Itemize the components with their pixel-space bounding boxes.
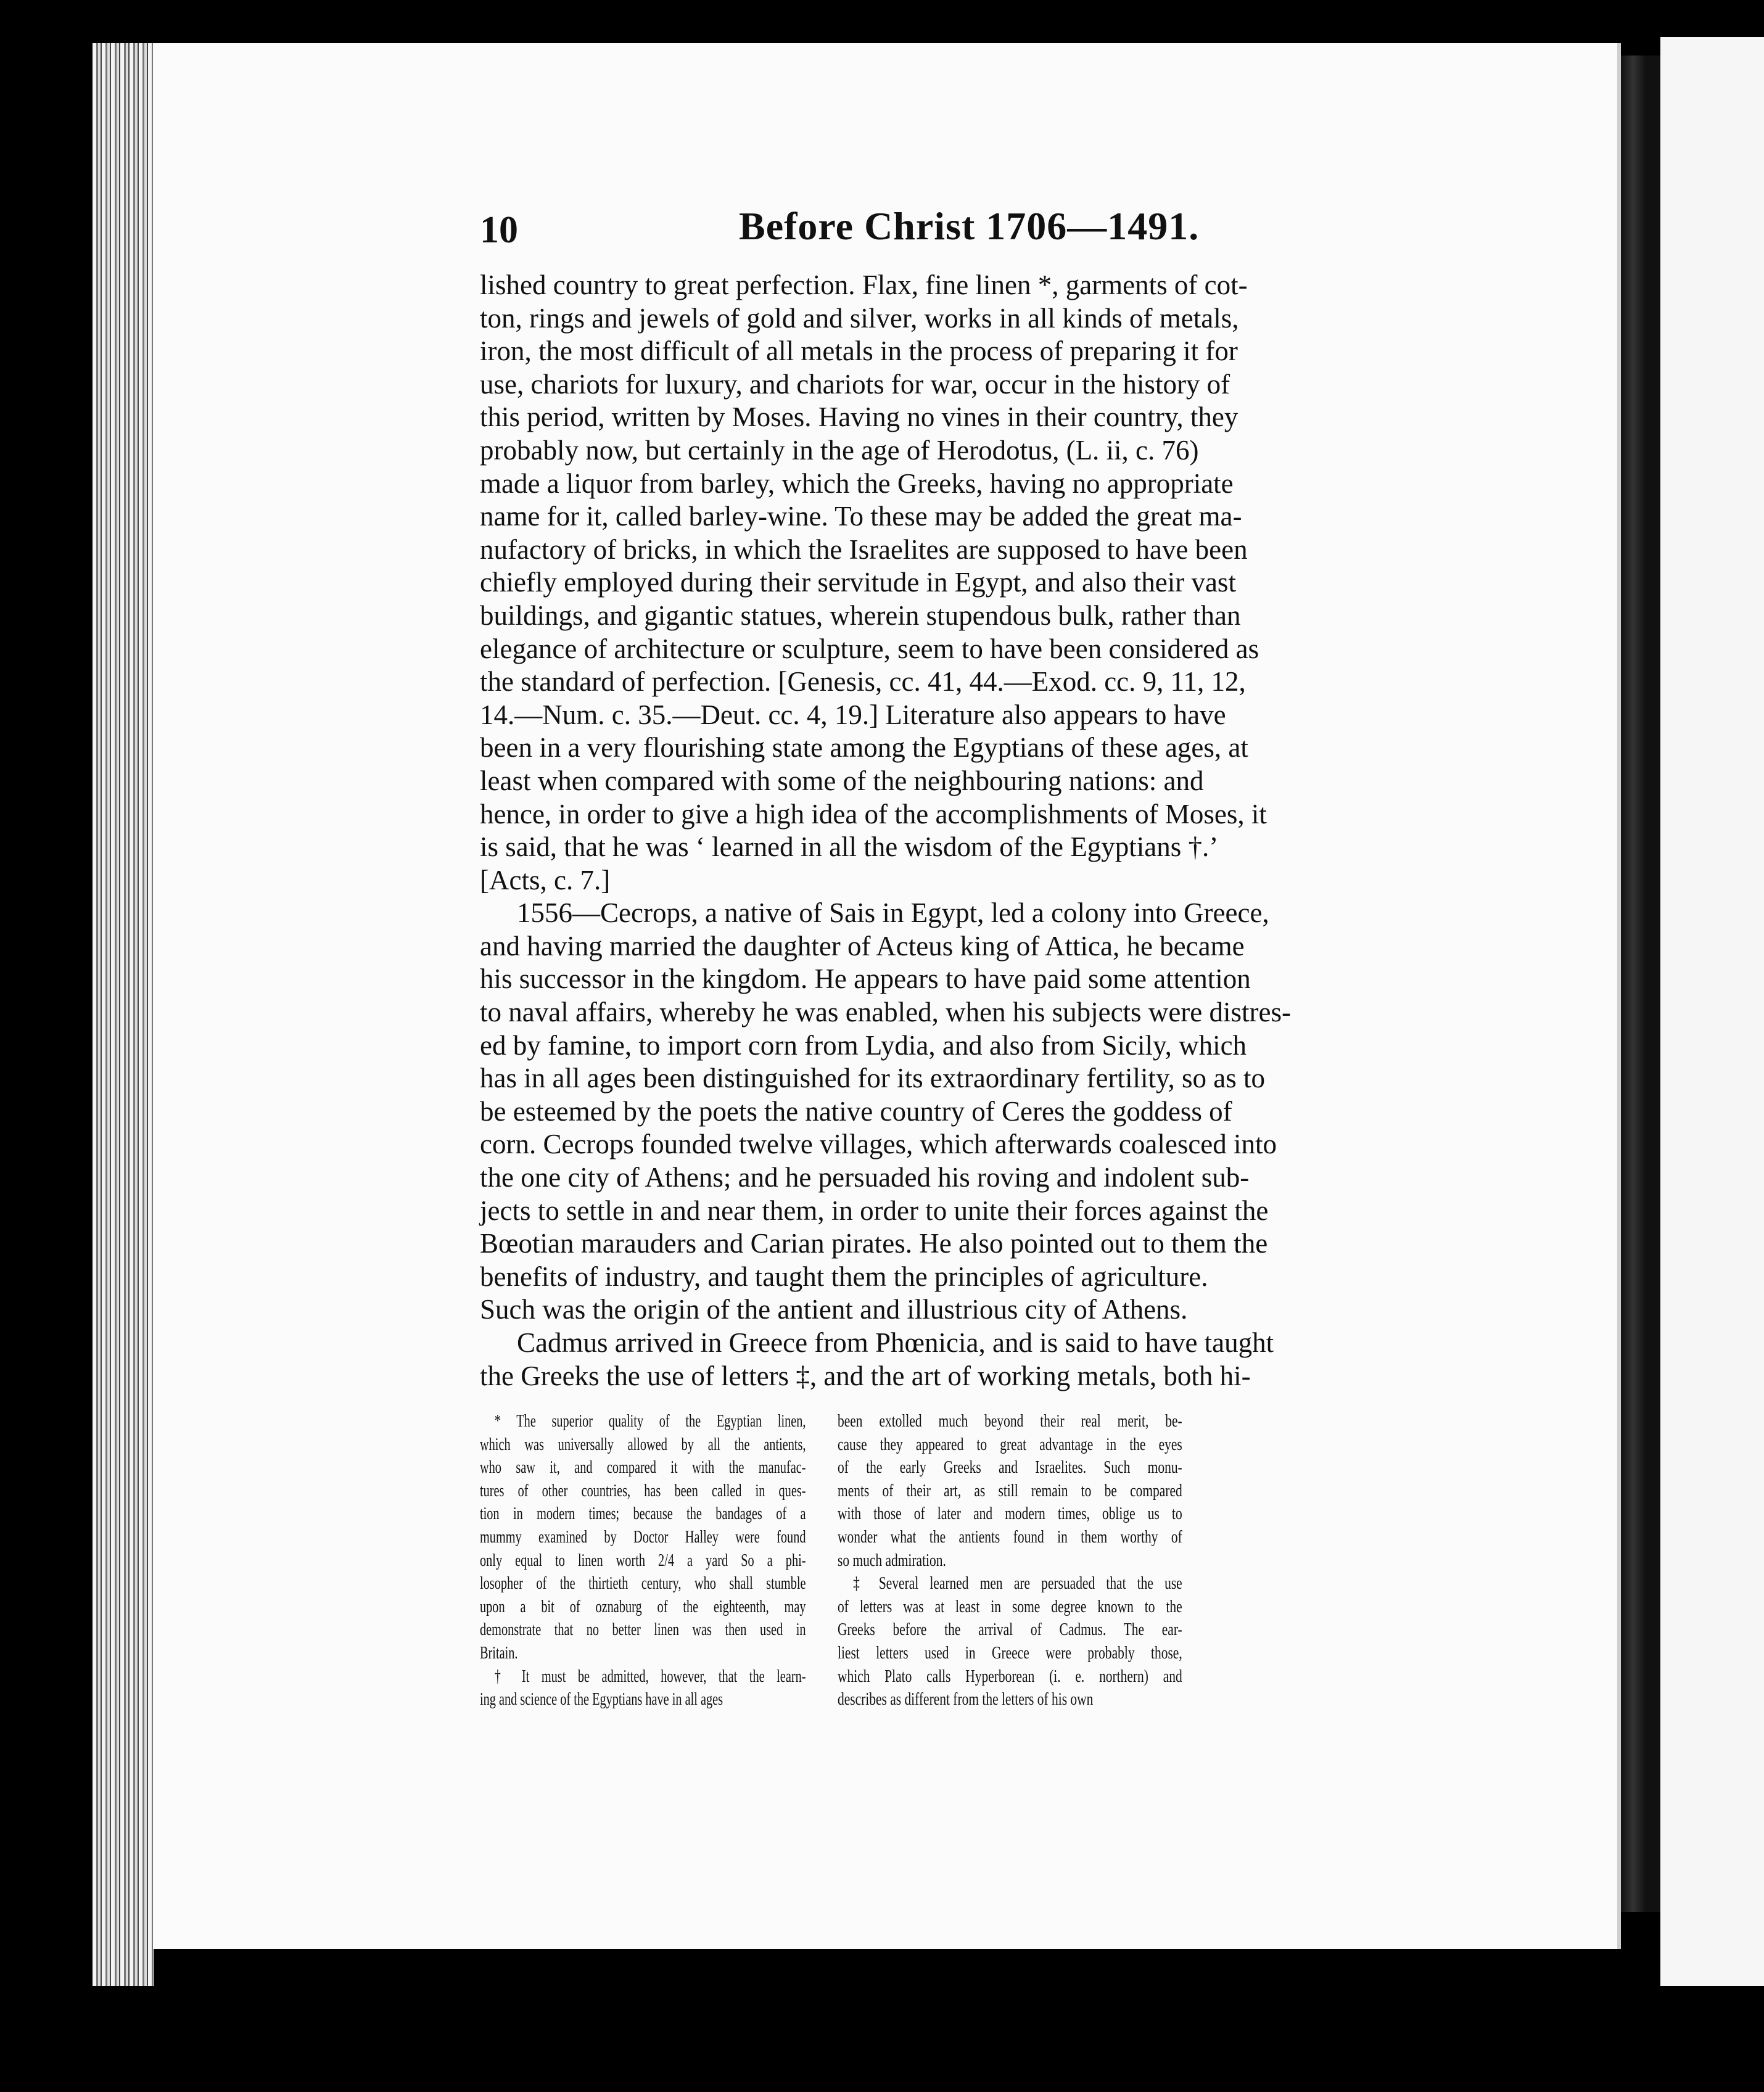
footnote-right-line: been extolled much beyond their real merit, be- — [838, 1411, 1182, 1431]
footnote-left-line: tion in modern times; because the bandages of a — [480, 1504, 806, 1524]
footnote-right-line: of letters was at least in some degree known to the — [838, 1596, 1182, 1616]
footnote-right-line: which Plato calls Hyperborean (i. e. northern) and — [838, 1666, 1182, 1686]
running-head: Before Christ 1706—1491. — [739, 204, 1200, 248]
footnote-right-line: wonder what the antients found in them worthy of — [838, 1526, 1182, 1547]
footnote-left-line: upon a bit of oznaburg of the eighteenth, may — [480, 1596, 806, 1616]
main-text-line: and having married the daughter of Acteus king of Attica, he became — [480, 930, 1245, 962]
main-text-line: 14.—Num. c. 35.—Deut. cc. 4, 19.] Literature also appears to have — [480, 699, 1226, 730]
footnote-left-line: * The superior quality of the Egyptian linen, — [494, 1411, 806, 1431]
main-text-line: corn. Cecrops founded twelve villages, which afterwards coalesced into — [480, 1129, 1277, 1160]
main-text-line: benefits of industry, and taught them the principles of agriculture. — [480, 1261, 1208, 1292]
page-number: 10 — [480, 209, 518, 251]
page-header — [480, 204, 1200, 265]
book-page-edges — [93, 43, 154, 1986]
main-text-line: nufactory of bricks, in which the Israelites are supposed to have been — [480, 533, 1248, 565]
footnote-left-line: ing and science of the Egyptians have in all ages — [480, 1689, 723, 1710]
main-text-line: jects to settle in and near them, in order to unite their forces against the — [480, 1195, 1269, 1226]
footnote-left-line: only equal to linen worth 2/4 a yard So a phi- — [480, 1550, 806, 1570]
footnotes-left-column — [480, 1410, 806, 1711]
main-text-line: name for it, called barley-wine. To these may be added the great ma- — [480, 501, 1242, 532]
footnote-left-line: mummy examined by Doctor Halley were found — [480, 1526, 806, 1547]
main-text-line: is said, that he was ‘ learned in all the wisdom of the Egyptians †.’ — [480, 831, 1219, 863]
main-text-line: probably now, but certainly in the age of Herodotus, (L. ii, c. 76) — [480, 434, 1199, 466]
footnote-right-line: Greeks before the arrival of Cadmus. The ear- — [838, 1620, 1182, 1640]
main-text-line: this period, written by Moses. Having no vines in their country, they — [480, 402, 1239, 433]
main-text-line: made a liquor from barley, which the Greeks, having no appropriate — [480, 467, 1234, 499]
main-text-line: least when compared with some of the neighbouring nations: and — [480, 765, 1204, 796]
main-text-line: ton, rings and jewels of gold and silver, works in all kinds of metals, — [480, 302, 1239, 334]
footnote-left-line: † It must be admitted, however, that the learn- — [494, 1666, 806, 1686]
main-text-line: [Acts, c. 7.] — [480, 864, 611, 896]
main-text-line: be esteemed by the poets the native country of Ceres the goddess of — [480, 1095, 1232, 1127]
main-text-line: ed by famine, to import corn from Lydia, and also from Sicily, which — [480, 1029, 1247, 1061]
footnote-left-line: Britain. — [480, 1642, 518, 1663]
footnote-left-line: demonstrate that no better linen was then used in — [480, 1620, 806, 1640]
main-text-line: been in a very flourishing state among the Egyptians of these ages, at — [480, 732, 1248, 764]
footnote-right-line: describes as different from the letters of his own — [838, 1689, 1094, 1710]
facing-page — [1660, 37, 1764, 1986]
footnote-right-line: cause they appeared to great advantage in the eyes — [838, 1434, 1182, 1454]
main-text-line: his successor in the kingdom. He appears to have paid some attention — [480, 963, 1251, 995]
main-text-line: hence, in order to give a high idea of the accomplishments of Moses, it — [480, 798, 1267, 830]
footnote-right-line: with those of later and modern times, oblige us to — [838, 1504, 1182, 1524]
main-text-line: Such was the origin of the antient and illustrious city of Athens. — [480, 1294, 1188, 1325]
footnote-right-line: so much admiration. — [838, 1550, 946, 1570]
footnote-left-line: losopher of the thirtieth century, who shall stumble — [480, 1573, 806, 1594]
main-text-line: 1556—Cecrops, a native of Sais in Egypt, led a colony into Greece, — [517, 897, 1269, 929]
main-text-line: has in all ages been distinguished for its extraordinary fertility, so as to — [480, 1063, 1266, 1094]
main-text-line: the standard of perfection. [Genesis, cc. 41, 44.—Exod. cc. 9, 11, 12, — [480, 666, 1246, 698]
main-text-line: the Greeks the use of letters ‡, and the art of working metals, both hi- — [480, 1360, 1251, 1391]
main-text-line: the one city of Athens; and he persuaded his roving and indolent sub- — [480, 1162, 1250, 1193]
main-text-line: use, chariots for luxury, and chariots for war, occur in the history of — [480, 368, 1230, 400]
footnote-right-line: liest letters used in Greece were probably those, — [838, 1642, 1182, 1663]
main-text-line: Bœotian marauders and Carian pirates. He also pointed out to them the — [480, 1228, 1268, 1259]
main-text-line: buildings, and gigantic statues, wherein stupendous bulk, rather than — [480, 599, 1241, 631]
footnote-right-line: ments of their art, as still remain to be compared — [838, 1480, 1182, 1501]
footnote-left-line: who saw it, and compared it with the manufac- — [480, 1457, 806, 1478]
main-text-line: elegance of architecture or sculpture, seem to have been considered as — [480, 633, 1259, 664]
footnote-left-line: which was universally allowed by all the antients, — [480, 1434, 806, 1454]
main-text-line: lished country to great perfection. Flax, fine linen *, garments of cot- — [480, 270, 1248, 300]
main-text-line: Cadmus arrived in Greece from Phœnicia, and is said to have taught — [517, 1327, 1274, 1358]
footnotes-right-column — [838, 1410, 1182, 1711]
footnote-right-line: ‡ Several learned men are persuaded that the use — [853, 1573, 1182, 1594]
main-text-line: chiefly employed during their servitude in Egypt, and also their vast — [480, 567, 1236, 598]
footnote-left-line: tures of other countries, has been called in ques- — [480, 1480, 806, 1501]
book-gutter — [1621, 56, 1660, 1912]
main-text-body — [480, 269, 1291, 1393]
footnote-right-line: of the early Greeks and Israelites. Such monu- — [838, 1457, 1182, 1478]
main-text-line: to naval affairs, whereby he was enabled, when his subjects were distres- — [480, 997, 1291, 1028]
main-text-line: iron, the most difficult of all metals in the process of preparing it for — [480, 336, 1238, 367]
